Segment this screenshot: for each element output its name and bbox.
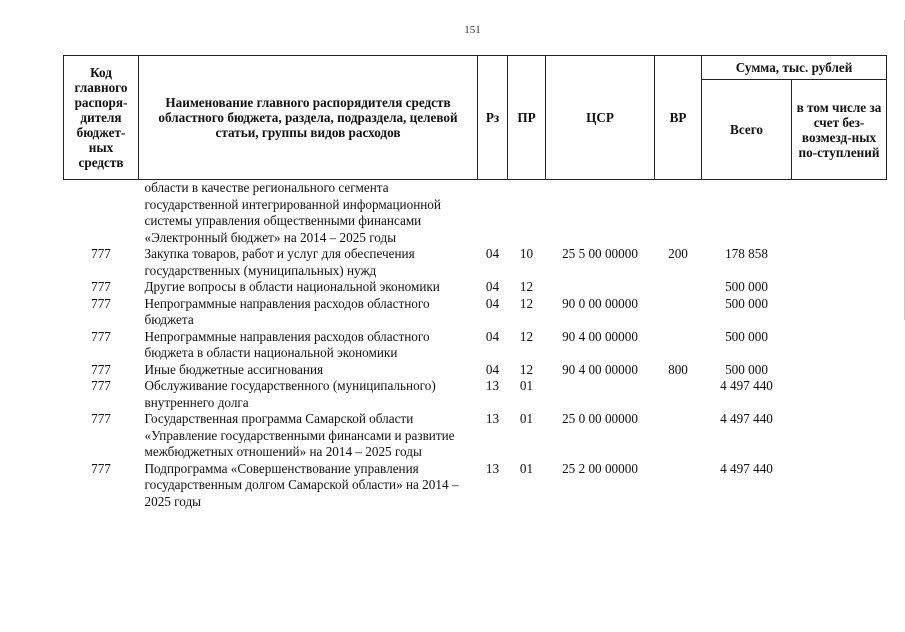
cell-pr: 10 (519, 246, 534, 261)
cell-vr: 200 (668, 246, 688, 261)
header-code: Код главного распоря-дителя бюджет-ных средств (64, 56, 139, 180)
cell-name: области в качестве регионального сегмента государственной интегрированной информационной системы управления общественными финансами «Электронный бюджет» на 2014 – 2025 годы (144, 180, 441, 245)
cell-rz: 04 (485, 328, 500, 344)
cell-code: 777 (91, 378, 111, 393)
cell-code (64, 180, 139, 247)
table-row (64, 411, 887, 461)
cell-code: 777 (91, 460, 111, 476)
cell-incl (792, 378, 887, 411)
cell-pr: 01 (519, 378, 534, 393)
cell-name: Другие вопросы в области национальной экономики (144, 279, 440, 294)
budget-table (63, 55, 887, 510)
cell-pr: 12 (519, 279, 534, 294)
cell-pr (508, 180, 546, 247)
cell-total: 4 497 440 (720, 411, 773, 426)
table-row (64, 461, 887, 511)
table-row (64, 296, 887, 329)
cell-name: Непрограммные направления расходов областного бюджета в области национальной экономики (144, 328, 430, 360)
cell-csr: 25 5 00 00000 (562, 246, 638, 261)
cell-pr: 12 (519, 328, 534, 344)
cell-incl (792, 279, 887, 296)
cell-vr (655, 296, 702, 329)
cell-vr (655, 378, 702, 411)
header-total: Всего (702, 80, 792, 180)
cell-incl (792, 329, 887, 362)
cell-vr (655, 461, 702, 511)
cell-name: Непрограммные направления расходов областного бюджета (144, 295, 430, 327)
cell-vr (655, 279, 702, 296)
table-body (64, 180, 887, 511)
cell-csr: 90 0 00 00000 (562, 295, 638, 311)
table-row (64, 246, 887, 279)
cell-rz: 04 (485, 295, 500, 311)
cell-vr (655, 180, 702, 247)
cell-incl (792, 461, 887, 511)
table-row (64, 180, 887, 247)
cell-vr (655, 329, 702, 362)
cell-pr: 12 (519, 361, 534, 377)
scan-edge-line (900, 20, 905, 320)
cell-csr: 25 2 00 00000 (562, 460, 638, 476)
cell-name: Иные бюджетные ассигнования (144, 361, 324, 377)
header-rz: Рз (478, 56, 508, 180)
cell-csr (546, 180, 655, 247)
header-name: Наименование главного распорядителя средств областного бюджета, раздела, подраздела, целевой статьи, группы видов расходов (139, 56, 478, 180)
cell-incl (792, 246, 887, 279)
cell-csr: 90 4 00 00000 (562, 361, 638, 377)
cell-csr (546, 279, 655, 296)
cell-incl (792, 411, 887, 461)
cell-name: Государственная программа Самарской области «Управление государственными финансами и развитие межбюджетных отношений» на 2014 – 2025 годы (144, 411, 455, 459)
table-row (64, 378, 887, 411)
cell-incl (792, 296, 887, 329)
table-row (64, 362, 887, 379)
cell-total (702, 180, 792, 247)
cell-total: 178 858 (725, 246, 768, 261)
cell-rz: 04 (485, 279, 500, 294)
cell-rz: 04 (485, 246, 500, 261)
cell-code: 777 (91, 361, 111, 377)
cell-rz: 04 (485, 361, 500, 377)
table-row (64, 329, 887, 362)
cell-csr: 90 4 00 00000 (562, 328, 638, 344)
cell-rz: 13 (485, 411, 500, 426)
cell-code: 777 (91, 279, 111, 294)
cell-rz: 13 (485, 460, 500, 476)
cell-rz: 13 (485, 378, 500, 393)
cell-total: 4 497 440 (720, 460, 773, 476)
header-sum: Сумма, тыс. рублей (702, 56, 887, 80)
cell-total: 4 497 440 (720, 378, 773, 393)
cell-pr: 01 (519, 460, 534, 476)
cell-incl (792, 362, 887, 379)
cell-total: 500 000 (725, 361, 768, 377)
cell-code: 777 (91, 295, 111, 311)
cell-rz (478, 180, 508, 247)
cell-total: 500 000 (725, 328, 768, 344)
cell-pr: 01 (519, 411, 534, 426)
cell-total: 500 000 (725, 279, 768, 294)
cell-pr: 12 (519, 295, 534, 311)
cell-csr (546, 378, 655, 411)
cell-code: 777 (91, 246, 111, 261)
table-header (64, 56, 887, 180)
cell-incl (792, 180, 887, 247)
cell-csr: 25 0 00 00000 (562, 411, 638, 426)
table-row (64, 279, 887, 296)
cell-code: 777 (91, 328, 111, 344)
header-csr: ЦСР (546, 56, 655, 180)
header-pr: ПР (508, 56, 546, 180)
cell-name: Обслуживание государственного (муниципального) внутреннего долга (144, 378, 436, 410)
cell-vr (655, 411, 702, 461)
header-incl: в том числе за счет без-возмезд-ных по-ступлений (792, 80, 887, 180)
cell-vr: 800 (668, 361, 688, 377)
cell-name: Закупка товаров, работ и услуг для обеспечения государственных (муниципальных) нужд (144, 246, 415, 278)
page-number: 151 (464, 24, 481, 36)
header-vr: ВР (655, 56, 702, 180)
cell-total: 500 000 (725, 295, 768, 311)
cell-code: 777 (91, 411, 111, 426)
cell-name: Подпрограмма «Совершенствование управления государственным долгом Самарской области» на 2014 – 2025 годы (144, 460, 459, 509)
